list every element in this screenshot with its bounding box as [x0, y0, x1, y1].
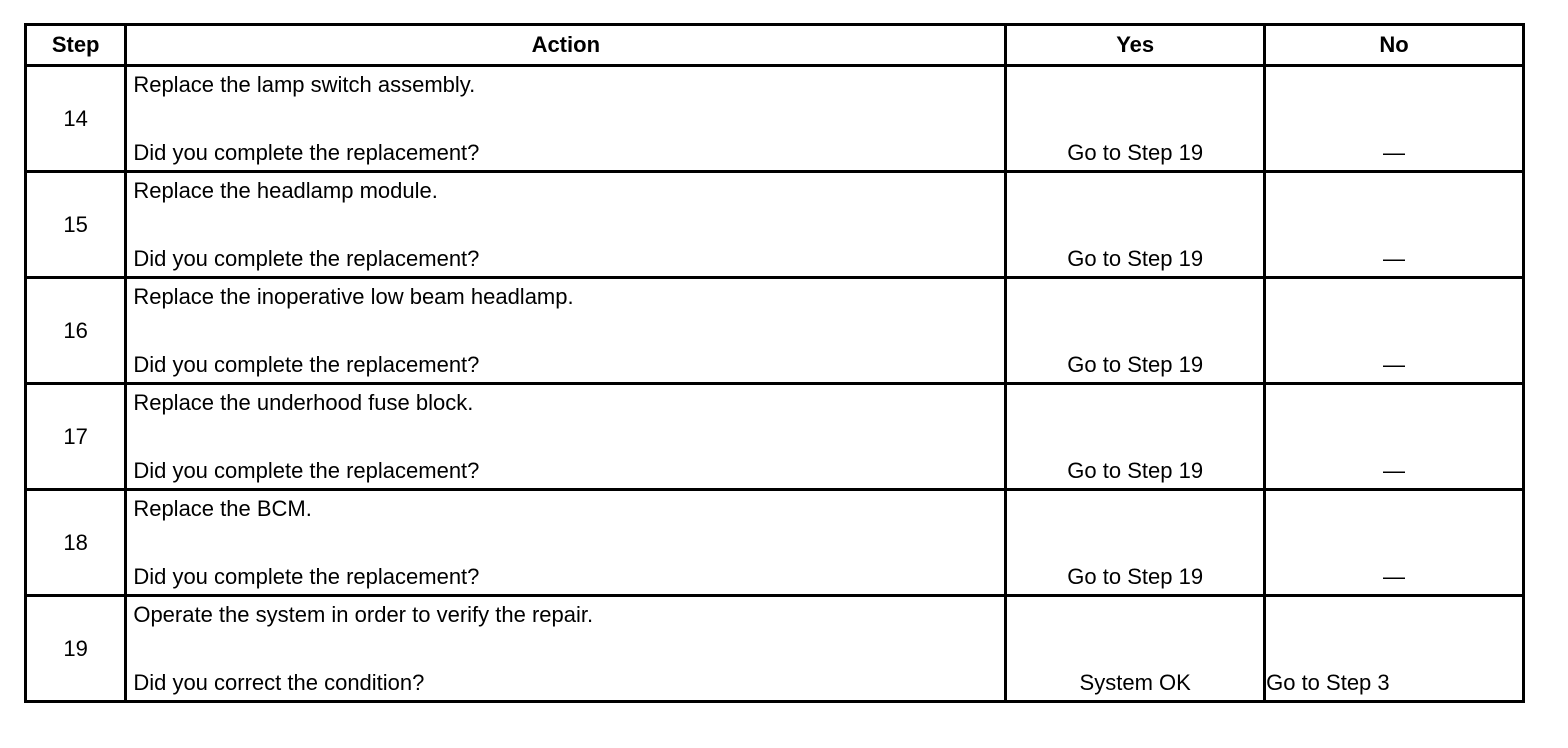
- no-cell: [1265, 490, 1524, 596]
- no-cell: [1265, 66, 1524, 172]
- action-question: Did you complete the replacement?: [133, 458, 480, 483]
- table-header-row: [26, 25, 1524, 66]
- no-result: —: [1383, 458, 1406, 483]
- step-number: 14: [26, 66, 126, 172]
- step-number: 17: [26, 384, 126, 490]
- yes-cell: [1006, 596, 1265, 702]
- table-row: [26, 490, 1524, 596]
- step-number: 16: [26, 278, 126, 384]
- no-cell: [1265, 278, 1524, 384]
- action-question: Did you complete the replacement?: [133, 564, 480, 589]
- table-row: [26, 172, 1524, 278]
- action-question: Did you correct the condition?: [133, 670, 425, 695]
- header-action: Action: [126, 25, 1006, 66]
- action-question: Did you complete the replacement?: [133, 352, 480, 377]
- table-row: [26, 66, 1524, 172]
- diagnostic-table: [24, 23, 1525, 703]
- header-yes: Yes: [1006, 25, 1265, 66]
- action-cell: [126, 66, 1006, 172]
- yes-cell: [1006, 278, 1265, 384]
- yes-result: Go to Step 19: [1067, 458, 1204, 483]
- action-instruction: Replace the underhood fuse block.: [133, 390, 474, 415]
- action-instruction: Replace the inoperative low beam headlamp.: [133, 284, 574, 309]
- action-question: Did you complete the replacement?: [133, 246, 480, 271]
- step-number: 15: [26, 172, 126, 278]
- header-no: No: [1265, 25, 1524, 66]
- action-instruction: Replace the lamp switch assembly.: [133, 72, 476, 97]
- yes-cell: [1006, 490, 1265, 596]
- action-cell: [126, 490, 1006, 596]
- table-row: [26, 384, 1524, 490]
- yes-cell: [1006, 66, 1265, 172]
- action-instruction: Replace the headlamp module.: [133, 178, 438, 203]
- action-instruction: Operate the system in order to verify the repair.: [133, 602, 594, 627]
- yes-cell: [1006, 172, 1265, 278]
- yes-result: Go to Step 19: [1067, 140, 1204, 165]
- table-row: [26, 596, 1524, 702]
- step-number: 18: [26, 490, 126, 596]
- no-result: —: [1383, 246, 1406, 271]
- no-cell: [1265, 596, 1524, 702]
- no-result: —: [1383, 140, 1406, 165]
- no-result: —: [1383, 352, 1406, 377]
- action-cell: [126, 596, 1006, 702]
- action-cell: [126, 172, 1006, 278]
- action-cell: [126, 278, 1006, 384]
- yes-result: Go to Step 19: [1067, 564, 1204, 589]
- no-cell: [1265, 384, 1524, 490]
- table-row: [26, 278, 1524, 384]
- yes-result: Go to Step 19: [1067, 246, 1204, 271]
- header-step: Step: [26, 25, 126, 66]
- yes-result: System OK: [1079, 670, 1191, 695]
- action-cell: [126, 384, 1006, 490]
- no-result: —: [1383, 564, 1406, 589]
- no-cell: [1265, 172, 1524, 278]
- action-question: Did you complete the replacement?: [133, 140, 480, 165]
- yes-result: Go to Step 19: [1067, 352, 1204, 377]
- step-number: 19: [26, 596, 126, 702]
- no-result: Go to Step 3: [1266, 670, 1390, 695]
- yes-cell: [1006, 384, 1265, 490]
- action-instruction: Replace the BCM.: [133, 496, 312, 521]
